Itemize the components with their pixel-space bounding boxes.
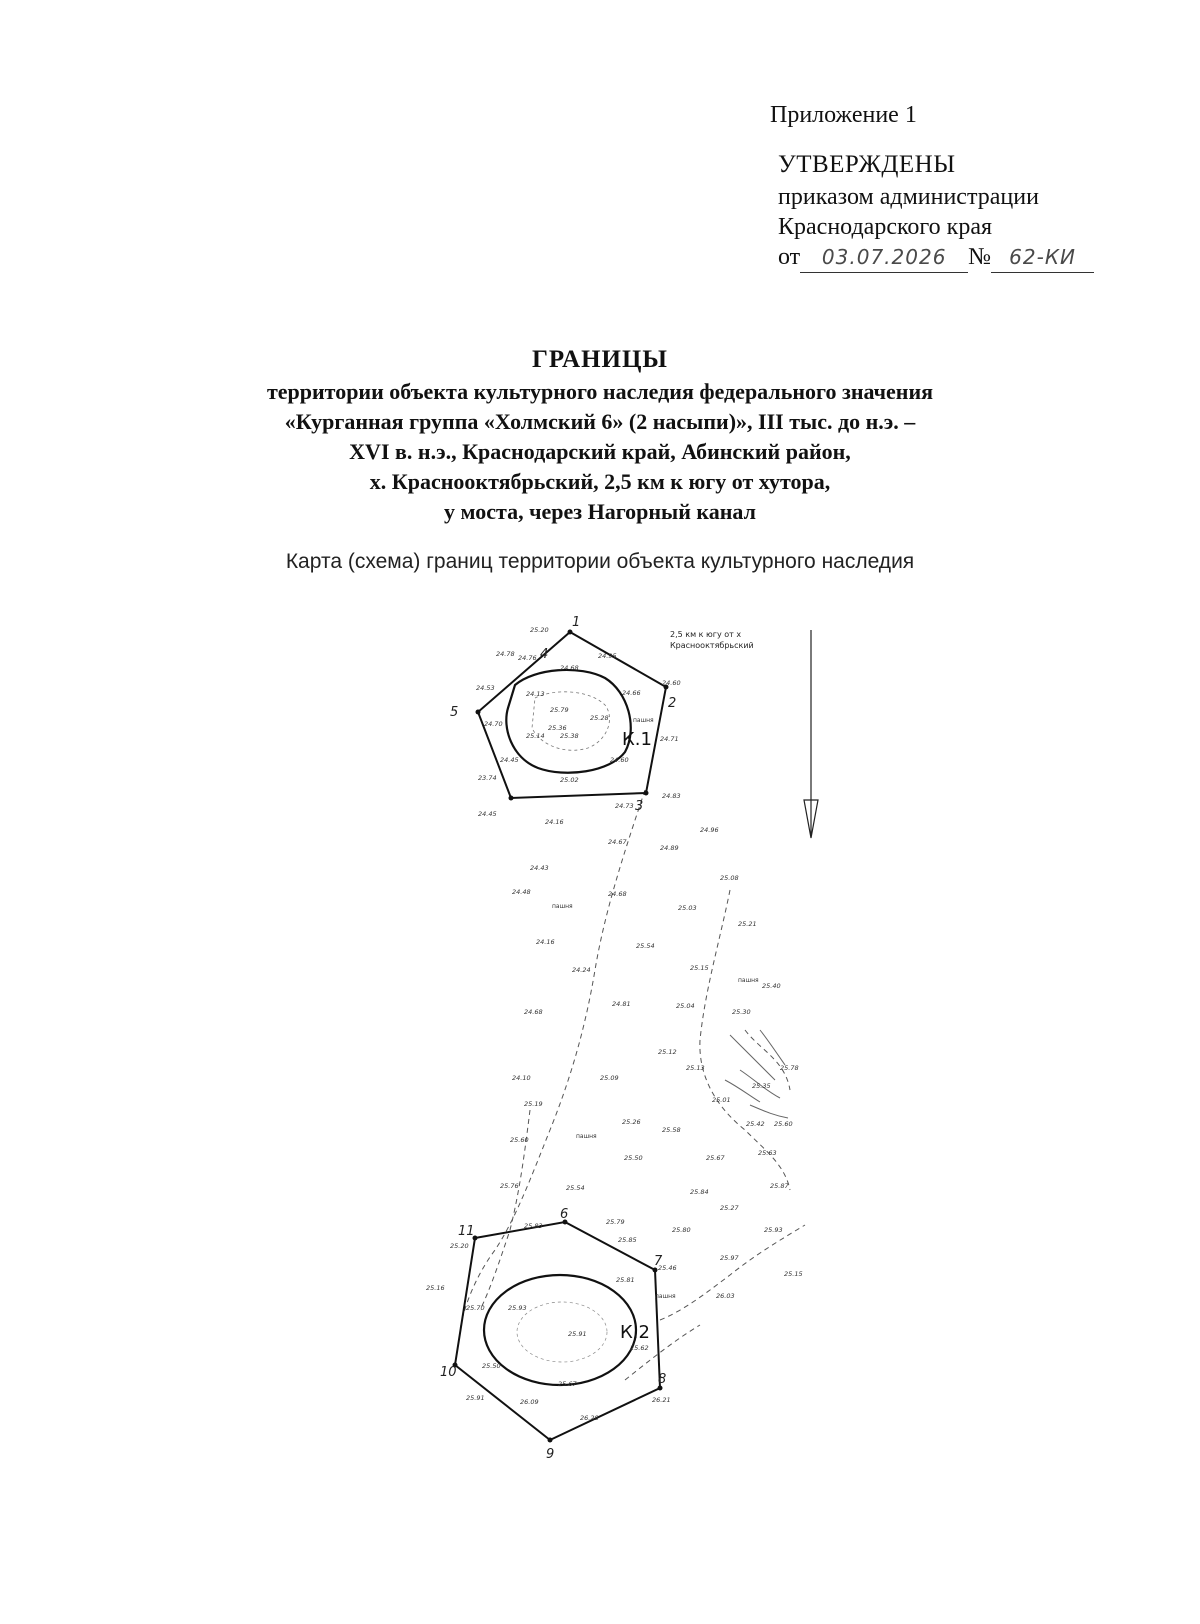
approved-by-line1: приказом администрации	[778, 184, 1039, 210]
number-sign: №	[968, 244, 992, 270]
title-main: ГРАНИЦЫ	[532, 346, 668, 373]
elev-40: 25.04	[676, 1002, 695, 1010]
point-10-label: 10	[440, 1365, 457, 1380]
elev-31: 25.03	[678, 904, 697, 912]
elev-82: 26.09	[520, 1398, 539, 1406]
elev-35: 24.24	[572, 966, 591, 974]
elev-29: 24.48	[512, 888, 531, 896]
point-7-label: 7	[654, 1254, 663, 1269]
direction-note-line2: Краснооктябрьский	[670, 641, 754, 650]
elev-20: 24.45	[478, 810, 497, 818]
direction-note	[670, 630, 754, 650]
elev-56: 25.67	[706, 1154, 725, 1162]
elev-14: 25.38	[560, 732, 579, 740]
elev-44: 24.10	[512, 1074, 531, 1082]
point-9-label: 9	[546, 1447, 555, 1462]
date-number-line	[778, 242, 1170, 273]
elev-21: 24.16	[545, 818, 564, 826]
elev-61: 25.87	[770, 1182, 789, 1190]
elev-52: 25.58	[662, 1126, 681, 1134]
elev-81: 25.91	[466, 1394, 485, 1402]
elev-17: 24.60	[610, 756, 629, 764]
mound-1-label: К.1	[622, 729, 652, 750]
title-line-4: х. Краснооктябрьский, 2,5 км к югу от хутора,	[369, 469, 831, 494]
elev-26: 24.89	[660, 844, 679, 852]
elev-51: 25.26	[622, 1118, 641, 1126]
elev-18: 25.02	[560, 776, 579, 784]
elev-36: 25.15	[690, 964, 709, 972]
point-5-label: 5	[450, 705, 459, 720]
elev-12: 25.36	[548, 724, 567, 732]
elev-75: 25.70	[466, 1304, 485, 1312]
elev-74: 26.03	[716, 1292, 735, 1300]
mound-2-outline	[484, 1275, 636, 1385]
elev-68: 25.20	[450, 1242, 469, 1250]
elev-41: 25.30	[732, 1008, 751, 1016]
elev-37: 25.40	[762, 982, 781, 990]
direction-note-line1: 2,5 км к югу от х	[670, 630, 742, 639]
elev-83: 26.28	[580, 1414, 599, 1422]
elev-39: 24.81	[612, 1000, 631, 1008]
approved-heading: УТВЕРЖДЕНЫ	[778, 151, 956, 178]
point-8-label: 8	[658, 1372, 667, 1387]
elev-30: 24.68	[608, 890, 627, 898]
elev-69: 25.46	[658, 1264, 677, 1272]
map-caption: Карта (схема) границ территории объекта культурного наследия	[285, 550, 915, 573]
elev-27: 24.43	[530, 864, 549, 872]
elev-63: 25.27	[720, 1204, 739, 1212]
elev-19: 23.74	[478, 774, 497, 782]
elev-38: 24.68	[524, 1008, 543, 1016]
elev-77: 25.91	[568, 1330, 587, 1338]
title-line-2: «Курганная группа «Холмский 6» (2 насыпи)», III тыс. до н.э. –	[284, 409, 916, 434]
elev-58: 25.76	[500, 1182, 519, 1190]
elev-73: 25.81	[616, 1276, 635, 1284]
elev-0: 25.20	[530, 626, 549, 634]
elev-79: 25.67	[558, 1380, 577, 1388]
elev-78: 25.50	[482, 1362, 501, 1370]
arable-label-5: пашня	[576, 1133, 597, 1140]
elev-62: 25.79	[606, 1218, 625, 1226]
arable-label-4: пашня	[738, 977, 759, 984]
elev-10: 25.28	[590, 714, 609, 722]
elev-76: 25.93	[508, 1304, 527, 1312]
point-2-label: 2	[668, 696, 677, 711]
elev-11: 24.70	[484, 720, 503, 728]
elev-48: 25.19	[524, 1100, 543, 1108]
elevation-marks	[426, 626, 803, 1422]
elev-25: 24.67	[608, 838, 627, 846]
elev-67: 25.93	[764, 1226, 783, 1234]
elev-71: 25.15	[784, 1270, 803, 1278]
elev-59: 25.54	[566, 1184, 585, 1192]
title-line-5: у моста, через Нагорный канал	[444, 499, 756, 524]
elev-84: 25.62	[630, 1344, 649, 1352]
elev-66: 25.85	[618, 1236, 637, 1244]
elev-13: 25.14	[526, 732, 545, 740]
appendix-label: Приложение 1	[770, 102, 917, 128]
document-title	[80, 345, 1120, 527]
handwritten-number: 62-КИ	[991, 242, 1094, 273]
elev-22: 24.73	[615, 802, 634, 810]
point-3-label: 3	[635, 799, 644, 814]
elev-9: 25.79	[550, 706, 569, 714]
arable-label-1: пашня	[633, 717, 654, 724]
mound-2-inner	[517, 1302, 607, 1362]
boundary-map	[400, 610, 840, 1480]
elev-24: 24.96	[700, 826, 719, 834]
elev-65: 25.80	[672, 1226, 691, 1234]
elev-43: 25.78	[780, 1064, 799, 1072]
elev-53: 25.42	[746, 1120, 765, 1128]
elev-70: 25.97	[720, 1254, 739, 1262]
point-11-label: 11	[458, 1224, 475, 1239]
arable-label-3: пашня	[552, 903, 573, 910]
handwritten-date: 03.07.2026	[800, 242, 968, 273]
elev-2: 24.76	[518, 654, 537, 662]
elev-60: 25.84	[690, 1188, 709, 1196]
elev-47: 25.35	[752, 1082, 771, 1090]
elev-46: 25.13	[686, 1064, 705, 1072]
title-line-3: XVI в. н.э., Краснодарский край, Абинский район,	[349, 439, 851, 464]
approved-by-line2: Краснодарского края	[778, 214, 993, 240]
elev-72: 25.16	[426, 1284, 445, 1292]
elev-5: 24.66	[622, 689, 641, 697]
elev-23: 24.83	[662, 792, 681, 800]
point-4-label: 4	[540, 647, 549, 662]
elev-57: 25.63	[758, 1149, 777, 1157]
elev-42: 25.12	[658, 1048, 677, 1056]
arable-label-2: пашня	[655, 1293, 676, 1300]
elev-55: 25.50	[624, 1154, 643, 1162]
elev-6: 24.60	[662, 679, 681, 687]
elev-8: 24.13	[526, 690, 545, 698]
elev-80: 26.21	[652, 1396, 671, 1404]
from-label: от	[778, 244, 801, 270]
approval-block	[770, 100, 1170, 273]
elev-3: 24.95	[598, 652, 617, 660]
title-line-1: территории объекта культурного наследия федерального значения	[266, 379, 934, 404]
elev-28: 25.08	[720, 874, 739, 882]
elev-4: 24.68	[560, 664, 579, 672]
elev-49: 25.01	[712, 1096, 731, 1104]
elev-50: 25.60	[510, 1136, 529, 1144]
elev-45: 25.09	[600, 1074, 619, 1082]
elev-64: 25.83	[524, 1222, 543, 1230]
elev-34: 25.54	[636, 942, 655, 950]
elev-15: 24.71	[660, 735, 679, 743]
elev-54: 25.60	[774, 1120, 793, 1128]
point-1-label: 1	[572, 615, 581, 630]
point-6-label: 6	[560, 1207, 569, 1222]
elev-16: 24.45	[500, 756, 519, 764]
elev-1: 24.78	[496, 650, 515, 658]
elev-7: 24.53	[476, 684, 495, 692]
approval-stamp	[778, 150, 1170, 273]
mound-2-label: К.2	[620, 1322, 650, 1343]
direction-arrow	[804, 630, 818, 838]
elev-32: 25.21	[738, 920, 757, 928]
elev-33: 24.16	[536, 938, 555, 946]
ravine-hatch	[725, 1030, 788, 1118]
